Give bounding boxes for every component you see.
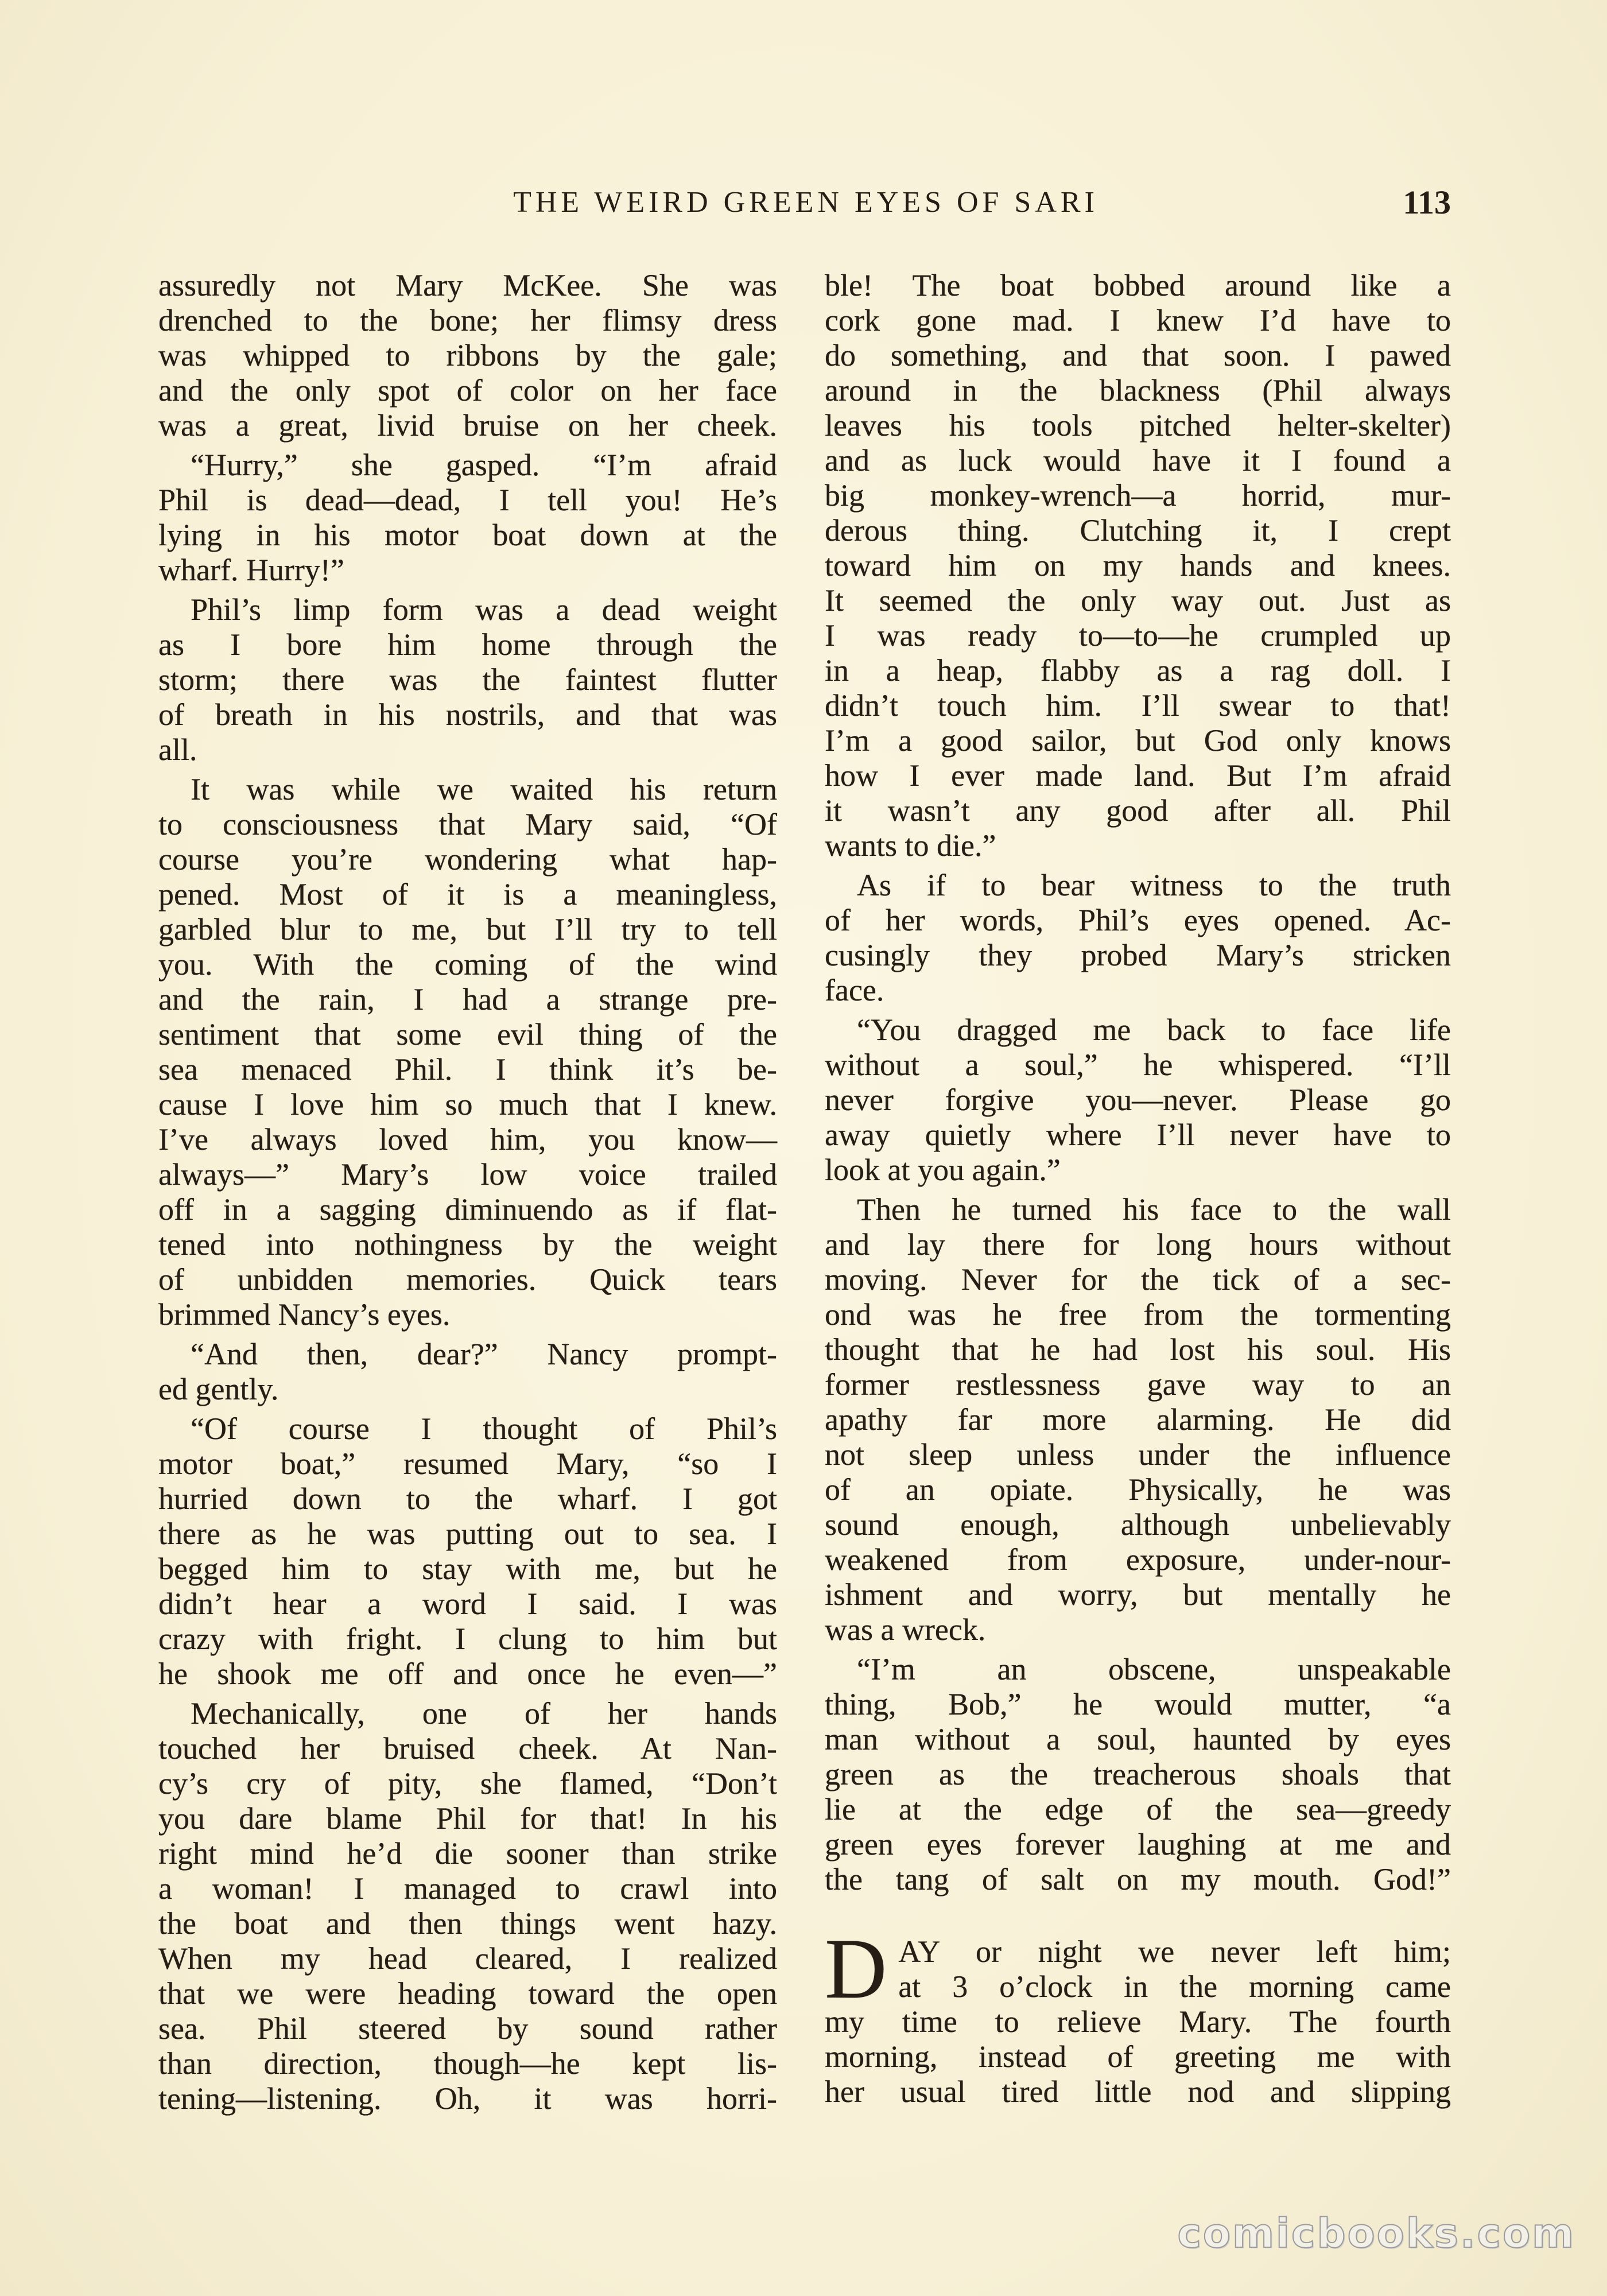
text-line: Then he turned his face to the wall [857, 1192, 1451, 1227]
text-line: of breath in his nostrils, and that was [158, 697, 777, 732]
text-line: leaves his tools pitched helter-skelter) [825, 408, 1451, 443]
paragraph [158, 1696, 777, 2116]
running-head-title: THE WEIRD GREEN EYES OF SARI [513, 186, 1098, 219]
text-line: ed gently. [158, 1372, 279, 1406]
text-line: at 3 o’clock in the morning came [898, 1969, 1451, 2004]
text-line: sea menaced Phil. I think it’s be- [158, 1052, 777, 1087]
text-line: didn’t touch him. I’ll swear to that! [825, 688, 1451, 723]
text-line: AY or night we never left him; [898, 1934, 1451, 1969]
text-line: without a soul,” he whispered. “I’ll [825, 1048, 1451, 1082]
text-line: Phil’s limp form was a dead weight [191, 592, 777, 627]
right-column [825, 268, 1451, 2114]
text-line: you. With the coming of the wind [158, 947, 777, 982]
paragraph [825, 268, 1451, 863]
paragraph [825, 1652, 1451, 1897]
text-line: how I ever made land. But I’m afraid [825, 758, 1451, 793]
text-line: Phil is dead—dead, I tell you! He’s [158, 483, 777, 517]
text-line: do something, and that soon. I pawed [825, 338, 1451, 373]
text-line: the boat and then things went hazy. [158, 1906, 777, 1941]
text-line: you dare blame Phil for that! In his [158, 1801, 777, 1836]
paragraph [158, 1337, 777, 1407]
text-line: wharf. Hurry!” [158, 553, 344, 587]
text-line: was whipped to ribbons by the gale; [158, 338, 777, 373]
text-line: storm; there was the faintest flutter [158, 662, 777, 697]
text-line: in a heap, flabby as a rag doll. I [825, 653, 1451, 688]
left-column [158, 268, 777, 2121]
drop-cap-paragraph [825, 1921, 1451, 2109]
text-line: thought that he had lost his soul. His [825, 1332, 1451, 1367]
paragraph [825, 1013, 1451, 1188]
text-line: I’m a good sailor, but God only knows [825, 723, 1451, 758]
text-line: begged him to stay with me, but he [158, 1552, 777, 1586]
text-line: off in a sagging diminuendo as if flat- [158, 1192, 777, 1227]
text-line: ble! The boat bobbed around like a [825, 268, 1451, 302]
text-line: drenched to the bone; her flimsy dress [158, 303, 777, 338]
text-line: hurried down to the wharf. I got [158, 1481, 777, 1516]
text-line: of an opiate. Physically, he was [825, 1472, 1451, 1507]
paragraph [158, 448, 777, 588]
page-number: 113 [1403, 184, 1451, 221]
text-line: there as he was putting out to sea. I [158, 1517, 777, 1551]
text-line: always—” Mary’s low voice trailed [158, 1157, 777, 1192]
text-line: it wasn’t any good after all. Phil [825, 793, 1451, 828]
text-line: wants to die.” [825, 828, 996, 863]
paragraph [158, 268, 777, 443]
text-line: assuredly not Mary McKee. She was [158, 268, 777, 302]
text-line: thing, Bob,” he would mutter, “a [825, 1687, 1451, 1721]
text-line: lie at the edge of the sea—greedy [825, 1792, 1451, 1826]
text-line: her usual tired little nod and slipping [825, 2074, 1451, 2109]
text-line: face. [825, 973, 884, 1007]
text-line: garbled blur to me, but I’ll try to tell [158, 912, 777, 947]
text-line: Mechanically, one of her hands [191, 1696, 777, 1731]
text-line: touched her bruised cheek. At Nan- [158, 1731, 777, 1766]
text-line: tened into nothingness by the weight [158, 1227, 777, 1262]
text-line: cork gone mad. I knew I’d have to [825, 303, 1451, 338]
running-head [158, 183, 1451, 223]
text-line: As if to bear witness to the truth [857, 868, 1451, 902]
text-line: green as the treacherous shoals that [825, 1757, 1451, 1791]
text-line: man without a soul, haunted by eyes [825, 1722, 1451, 1756]
text-line: my time to relieve Mary. The fourth [825, 2004, 1451, 2039]
text-line: to consciousness that Mary said, “Of [158, 807, 777, 841]
text-line: as I bore him home through the [158, 627, 777, 662]
text-line: around in the blackness (Phil always [825, 373, 1451, 408]
watermark-logo: comicbooks.com [1177, 2210, 1575, 2257]
text-line: moving. Never for the tick of a sec- [825, 1262, 1451, 1297]
text-line: It seemed the only way out. Just as [825, 583, 1451, 618]
text-line: and the only spot of color on her face [158, 373, 777, 408]
text-line: course you’re wondering what hap- [158, 842, 777, 876]
text-line: the tang of salt on my mouth. God!” [825, 1862, 1451, 1896]
text-line: a woman! I managed to crawl into [158, 1871, 777, 1906]
text-line: “Hurry,” she gasped. “I’m afraid [191, 448, 777, 482]
text-line: motor boat,” resumed Mary, “so I [158, 1446, 777, 1481]
text-line: tening—listening. Oh, it was horri- [158, 2081, 777, 2116]
text-line: former restlessness gave way to an [825, 1367, 1451, 1402]
text-line: It was while we waited his return [191, 772, 777, 806]
paragraph [158, 1411, 777, 1692]
text-line: and the rain, I had a strange pre- [158, 982, 777, 1017]
text-line: of her words, Phil’s eyes opened. Ac- [825, 903, 1451, 937]
paragraph [825, 1192, 1451, 1647]
text-line: right mind he’d die sooner than strike [158, 1836, 777, 1871]
text-line: I was ready to—to—he crumpled up [825, 618, 1451, 653]
text-line: all. [158, 732, 197, 767]
text-line: pened. Most of it is a meaningless, [158, 877, 777, 912]
text-line: weakened from exposure, under-nour- [825, 1542, 1451, 1577]
text-line: “Of course I thought of Phil’s [191, 1411, 777, 1446]
text-line: sea. Phil steered by sound rather [158, 2011, 777, 2046]
text-line: sound enough, although unbelievably [825, 1507, 1451, 1542]
text-line: When my head cleared, I realized [158, 1941, 777, 1976]
text-line: ond was he free from the tormenting [825, 1297, 1451, 1332]
text-line: was a great, livid bruise on her cheek. [158, 408, 777, 443]
text-line: and as luck would have it I found a [825, 443, 1451, 478]
text-line: was a wreck. [825, 1612, 986, 1647]
text-line: of unbidden memories. Quick tears [158, 1262, 777, 1297]
text-line: toward him on my hands and knees. [825, 548, 1451, 583]
text-line: cause I love him so much that I knew. [158, 1087, 777, 1122]
text-line: big monkey-wrench—a horrid, mur- [825, 478, 1451, 513]
text-line: cusingly they probed Mary’s stricken [825, 938, 1451, 972]
paragraph [825, 868, 1451, 1008]
text-line: “And then, dear?” Nancy prompt- [191, 1337, 777, 1371]
text-line: didn’t hear a word I said. I was [158, 1587, 777, 1621]
text-line: ishment and worry, but mentally he [825, 1577, 1451, 1612]
text-line: “I’m an obscene, unspeakable [857, 1652, 1451, 1686]
text-line: brimmed Nancy’s eyes. [158, 1297, 451, 1332]
text-line: morning, instead of greeting me with [825, 2039, 1451, 2074]
text-line: and lay there for long hours without [825, 1227, 1451, 1262]
text-line: never forgive you—never. Please go [825, 1083, 1451, 1117]
paragraph [158, 592, 777, 767]
text-line: lying in his motor boat down at the [158, 518, 777, 552]
text-line: look at you again.” [825, 1153, 1061, 1187]
drop-cap-letter: D [825, 1921, 887, 2016]
text-line: he shook me off and once he even—” [158, 1657, 777, 1691]
text-line: cy’s cry of pity, she flamed, “Don’t [158, 1766, 777, 1801]
text-line: crazy with fright. I clung to him but [158, 1622, 777, 1656]
text-line: than direction, though—he kept lis- [158, 2046, 777, 2081]
text-line: green eyes forever laughing at me and [825, 1827, 1451, 1861]
text-line: apathy far more alarming. He did [825, 1402, 1451, 1437]
text-line: that we were heading toward the open [158, 1976, 777, 2011]
paragraph [158, 772, 777, 1332]
text-line: away quietly where I’ll never have to [825, 1118, 1451, 1152]
text-line: derous thing. Clutching it, I crept [825, 513, 1451, 548]
text-line: sentiment that some evil thing of the [158, 1017, 777, 1052]
text-line: not sleep unless under the influence [825, 1437, 1451, 1472]
text-line: I’ve always loved him, you know— [158, 1122, 777, 1157]
text-line: “You dragged me back to face life [857, 1013, 1451, 1047]
